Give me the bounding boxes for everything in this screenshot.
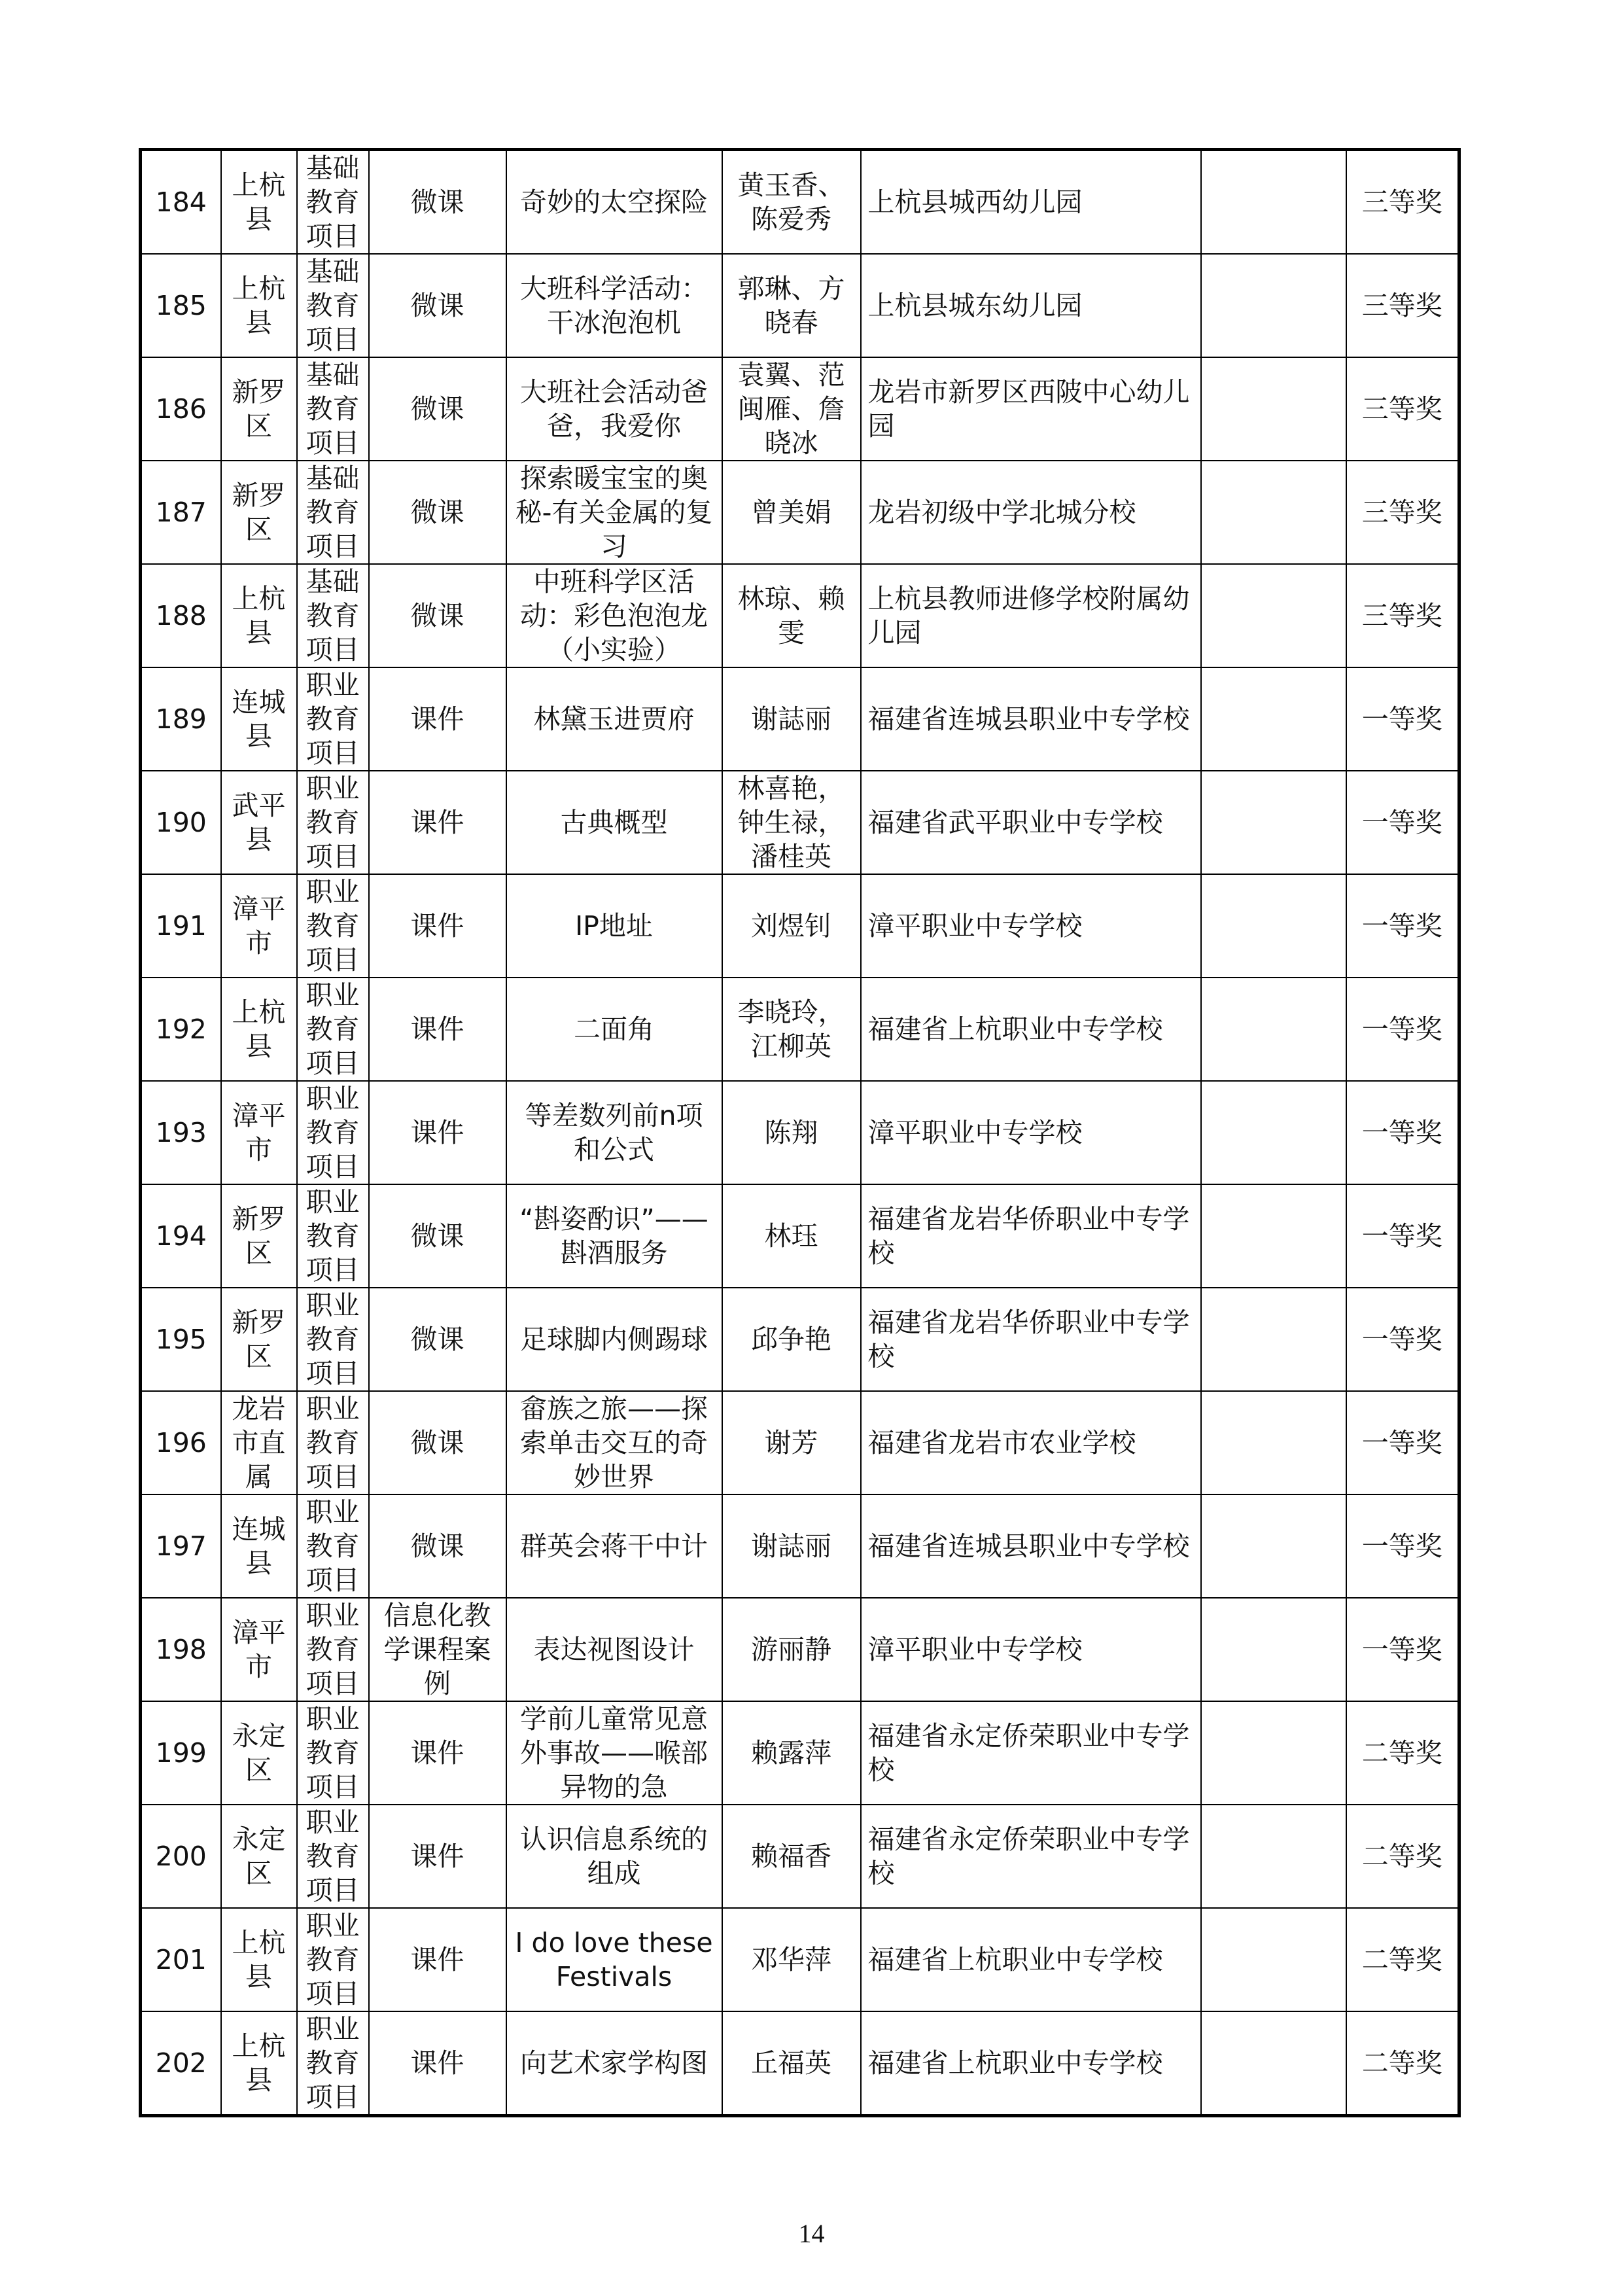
organization-cell: 福建省上杭职业中专学校 xyxy=(861,978,1201,1081)
organization-cell: 漳平职业中专学校 xyxy=(861,1598,1201,1701)
authors-cell: 谢誌丽 xyxy=(722,1494,861,1598)
row-number: 196 xyxy=(141,1391,221,1494)
table-body xyxy=(141,150,1459,2116)
row-number: 192 xyxy=(141,978,221,1081)
table-row xyxy=(141,1494,1459,1598)
note-cell xyxy=(1201,564,1346,667)
authors-cell: 李晓玲，江柳英 xyxy=(722,978,861,1081)
note-cell xyxy=(1201,1908,1346,2011)
award-cell: 一等奖 xyxy=(1346,978,1459,1081)
table-row xyxy=(141,771,1459,874)
award-cell: 二等奖 xyxy=(1346,2011,1459,2116)
organization-cell: 龙岩初级中学北城分校 xyxy=(861,461,1201,564)
table-row xyxy=(141,254,1459,357)
table-row xyxy=(141,1805,1459,1908)
authors-cell: 刘煜钊 xyxy=(722,874,861,978)
table-row xyxy=(141,1598,1459,1701)
entry-type-cell: 微课 xyxy=(369,150,506,255)
award-cell: 三等奖 xyxy=(1346,564,1459,667)
note-cell xyxy=(1201,2011,1346,2116)
category-cell: 职业教育项目 xyxy=(297,1908,369,2011)
row-number: 184 xyxy=(141,150,221,255)
category-cell: 职业教育项目 xyxy=(297,667,369,771)
entry-title-cell: 林黛玉进贾府 xyxy=(506,667,722,771)
organization-cell: 福建省连城县职业中专学校 xyxy=(861,667,1201,771)
row-number: 202 xyxy=(141,2011,221,2116)
authors-cell: 丘福英 xyxy=(722,2011,861,2116)
entry-title-cell: 表达视图设计 xyxy=(506,1598,722,1701)
table-row xyxy=(141,1288,1459,1391)
county-cell: 新罗区 xyxy=(221,357,297,461)
authors-cell: 游丽静 xyxy=(722,1598,861,1701)
note-cell xyxy=(1201,874,1346,978)
authors-cell: 林琼、赖雯 xyxy=(722,564,861,667)
organization-cell: 福建省武平职业中专学校 xyxy=(861,771,1201,874)
category-cell: 职业教育项目 xyxy=(297,874,369,978)
entry-title-cell: 古典概型 xyxy=(506,771,722,874)
organization-cell: 漳平职业中专学校 xyxy=(861,874,1201,978)
note-cell xyxy=(1201,667,1346,771)
entry-title-cell: 畲族之旅——探索单击交互的奇妙世界 xyxy=(506,1391,722,1494)
county-cell: 新罗区 xyxy=(221,461,297,564)
entry-title-cell: 探索暖宝宝的奥秘-有关金属的复习 xyxy=(506,461,722,564)
organization-cell: 福建省永定侨荣职业中专学校 xyxy=(861,1701,1201,1805)
authors-cell: 赖福香 xyxy=(722,1805,861,1908)
category-cell: 职业教育项目 xyxy=(297,1598,369,1701)
entry-type-cell: 课件 xyxy=(369,874,506,978)
entry-title-cell: 足球脚内侧踢球 xyxy=(506,1288,722,1391)
note-cell xyxy=(1201,357,1346,461)
organization-cell: 福建省连城县职业中专学校 xyxy=(861,1494,1201,1598)
county-cell: 新罗区 xyxy=(221,1288,297,1391)
entry-type-cell: 课件 xyxy=(369,1805,506,1908)
award-cell: 一等奖 xyxy=(1346,771,1459,874)
page-number: 14 xyxy=(798,2219,825,2248)
entry-type-cell: 微课 xyxy=(369,564,506,667)
county-cell: 永定区 xyxy=(221,1701,297,1805)
table-row xyxy=(141,150,1459,255)
county-cell: 上杭县 xyxy=(221,564,297,667)
row-number: 187 xyxy=(141,461,221,564)
county-cell: 漳平市 xyxy=(221,1081,297,1184)
award-cell: 三等奖 xyxy=(1346,150,1459,255)
authors-cell: 谢芳 xyxy=(722,1391,861,1494)
award-cell: 一等奖 xyxy=(1346,667,1459,771)
entry-type-cell: 微课 xyxy=(369,461,506,564)
note-cell xyxy=(1201,1184,1346,1288)
row-number: 200 xyxy=(141,1805,221,1908)
organization-cell: 福建省龙岩华侨职业中专学校 xyxy=(861,1184,1201,1288)
entry-type-cell: 微课 xyxy=(369,357,506,461)
table-row xyxy=(141,564,1459,667)
table-row xyxy=(141,461,1459,564)
entry-title-cell: I do love these Festivals xyxy=(506,1908,722,2011)
row-number: 185 xyxy=(141,254,221,357)
note-cell xyxy=(1201,1598,1346,1701)
authors-cell: 郭琳、方晓春 xyxy=(722,254,861,357)
organization-cell: 上杭县城西幼儿园 xyxy=(861,150,1201,255)
entry-title-cell: 向艺术家学构图 xyxy=(506,2011,722,2116)
entry-type-cell: 微课 xyxy=(369,1288,506,1391)
category-cell: 基础教育项目 xyxy=(297,357,369,461)
authors-cell: 赖露萍 xyxy=(722,1701,861,1805)
table-row xyxy=(141,2011,1459,2116)
entry-title-cell: “斟姿酌识”——斟酒服务 xyxy=(506,1184,722,1288)
row-number: 198 xyxy=(141,1598,221,1701)
authors-cell: 邓华萍 xyxy=(722,1908,861,2011)
category-cell: 职业教育项目 xyxy=(297,1494,369,1598)
row-number: 195 xyxy=(141,1288,221,1391)
county-cell: 永定区 xyxy=(221,1805,297,1908)
organization-cell: 福建省上杭职业中专学校 xyxy=(861,1908,1201,2011)
county-cell: 连城县 xyxy=(221,1494,297,1598)
note-cell xyxy=(1201,1494,1346,1598)
award-cell: 二等奖 xyxy=(1346,1805,1459,1908)
category-cell: 职业教育项目 xyxy=(297,1805,369,1908)
authors-cell: 谢誌丽 xyxy=(722,667,861,771)
award-cell: 一等奖 xyxy=(1346,1598,1459,1701)
row-number: 199 xyxy=(141,1701,221,1805)
table-row xyxy=(141,1908,1459,2011)
award-cell: 三等奖 xyxy=(1346,461,1459,564)
authors-cell: 邱争艳 xyxy=(722,1288,861,1391)
note-cell xyxy=(1201,254,1346,357)
entry-title-cell: 大班社会活动爸爸，我爱你 xyxy=(506,357,722,461)
authors-cell: 袁翼、范闽雁、詹晓冰 xyxy=(722,357,861,461)
row-number: 186 xyxy=(141,357,221,461)
table-row xyxy=(141,357,1459,461)
category-cell: 职业教育项目 xyxy=(297,1288,369,1391)
entry-title-cell: 群英会蒋干中计 xyxy=(506,1494,722,1598)
table-row xyxy=(141,1391,1459,1494)
entry-type-cell: 课件 xyxy=(369,771,506,874)
table-row xyxy=(141,874,1459,978)
entry-title-cell: 大班科学活动：干冰泡泡机 xyxy=(506,254,722,357)
authors-cell: 林喜艳，钟生禄，潘桂英 xyxy=(722,771,861,874)
row-number: 197 xyxy=(141,1494,221,1598)
county-cell: 连城县 xyxy=(221,667,297,771)
authors-cell: 曾美娟 xyxy=(722,461,861,564)
table-row xyxy=(141,667,1459,771)
county-cell: 漳平市 xyxy=(221,874,297,978)
entry-type-cell: 课件 xyxy=(369,667,506,771)
category-cell: 职业教育项目 xyxy=(297,2011,369,2116)
organization-cell: 福建省上杭职业中专学校 xyxy=(861,2011,1201,2116)
category-cell: 职业教育项目 xyxy=(297,771,369,874)
table-row xyxy=(141,978,1459,1081)
row-number: 201 xyxy=(141,1908,221,2011)
row-number: 191 xyxy=(141,874,221,978)
entry-type-cell: 课件 xyxy=(369,1908,506,2011)
entry-type-cell: 课件 xyxy=(369,1701,506,1805)
table-row xyxy=(141,1184,1459,1288)
row-number: 194 xyxy=(141,1184,221,1288)
county-cell: 漳平市 xyxy=(221,1598,297,1701)
authors-cell: 黄玉香、陈爱秀 xyxy=(722,150,861,255)
entry-type-cell: 微课 xyxy=(369,254,506,357)
authors-cell: 林珏 xyxy=(722,1184,861,1288)
award-cell: 一等奖 xyxy=(1346,1184,1459,1288)
entry-type-cell: 微课 xyxy=(369,1184,506,1288)
category-cell: 职业教育项目 xyxy=(297,1701,369,1805)
note-cell xyxy=(1201,1701,1346,1805)
award-cell: 三等奖 xyxy=(1346,254,1459,357)
entry-type-cell: 课件 xyxy=(369,2011,506,2116)
award-cell: 三等奖 xyxy=(1346,357,1459,461)
note-cell xyxy=(1201,1081,1346,1184)
entry-title-cell: 学前儿童常见意外事故——喉部异物的急 xyxy=(506,1701,722,1805)
entry-title-cell: 等差数列前n项和公式 xyxy=(506,1081,722,1184)
category-cell: 基础教育项目 xyxy=(297,461,369,564)
organization-cell: 福建省龙岩华侨职业中专学校 xyxy=(861,1288,1201,1391)
entry-type-cell: 课件 xyxy=(369,978,506,1081)
note-cell xyxy=(1201,1805,1346,1908)
county-cell: 上杭县 xyxy=(221,254,297,357)
category-cell: 基础教育项目 xyxy=(297,150,369,255)
county-cell: 上杭县 xyxy=(221,150,297,255)
county-cell: 上杭县 xyxy=(221,978,297,1081)
note-cell xyxy=(1201,1288,1346,1391)
category-cell: 职业教育项目 xyxy=(297,1391,369,1494)
note-cell xyxy=(1201,150,1346,255)
county-cell: 上杭县 xyxy=(221,2011,297,2116)
entry-title-cell: 认识信息系统的组成 xyxy=(506,1805,722,1908)
entry-type-cell: 课件 xyxy=(369,1081,506,1184)
awards-table xyxy=(139,148,1461,2117)
award-cell: 一等奖 xyxy=(1346,1494,1459,1598)
award-cell: 二等奖 xyxy=(1346,1701,1459,1805)
award-cell: 一等奖 xyxy=(1346,1391,1459,1494)
entry-title-cell: 奇妙的太空探险 xyxy=(506,150,722,255)
county-cell: 上杭县 xyxy=(221,1908,297,2011)
note-cell xyxy=(1201,978,1346,1081)
entry-type-cell: 微课 xyxy=(369,1391,506,1494)
organization-cell: 上杭县城东幼儿园 xyxy=(861,254,1201,357)
county-cell: 新罗区 xyxy=(221,1184,297,1288)
entry-title-cell: IP地址 xyxy=(506,874,722,978)
category-cell: 职业教育项目 xyxy=(297,1184,369,1288)
award-cell: 一等奖 xyxy=(1346,874,1459,978)
note-cell xyxy=(1201,771,1346,874)
row-number: 193 xyxy=(141,1081,221,1184)
entry-title-cell: 二面角 xyxy=(506,978,722,1081)
row-number: 190 xyxy=(141,771,221,874)
entry-title-cell: 中班科学区活动：彩色泡泡龙（小实验） xyxy=(506,564,722,667)
organization-cell: 福建省龙岩市农业学校 xyxy=(861,1391,1201,1494)
award-cell: 二等奖 xyxy=(1346,1908,1459,2011)
entry-type-cell: 信息化教学课程案例 xyxy=(369,1598,506,1701)
category-cell: 基础教育项目 xyxy=(297,564,369,667)
category-cell: 职业教育项目 xyxy=(297,1081,369,1184)
award-cell: 一等奖 xyxy=(1346,1081,1459,1184)
category-cell: 职业教育项目 xyxy=(297,978,369,1081)
entry-type-cell: 微课 xyxy=(369,1494,506,1598)
category-cell: 基础教育项目 xyxy=(297,254,369,357)
table-row xyxy=(141,1081,1459,1184)
table-row xyxy=(141,1701,1459,1805)
organization-cell: 漳平职业中专学校 xyxy=(861,1081,1201,1184)
authors-cell: 陈翔 xyxy=(722,1081,861,1184)
note-cell xyxy=(1201,1391,1346,1494)
note-cell xyxy=(1201,461,1346,564)
row-number: 189 xyxy=(141,667,221,771)
award-cell: 一等奖 xyxy=(1346,1288,1459,1391)
county-cell: 龙岩市直属 xyxy=(221,1391,297,1494)
organization-cell: 福建省永定侨荣职业中专学校 xyxy=(861,1805,1201,1908)
row-number: 188 xyxy=(141,564,221,667)
county-cell: 武平县 xyxy=(221,771,297,874)
organization-cell: 龙岩市新罗区西陂中心幼儿园 xyxy=(861,357,1201,461)
organization-cell: 上杭县教师进修学校附属幼儿园 xyxy=(861,564,1201,667)
